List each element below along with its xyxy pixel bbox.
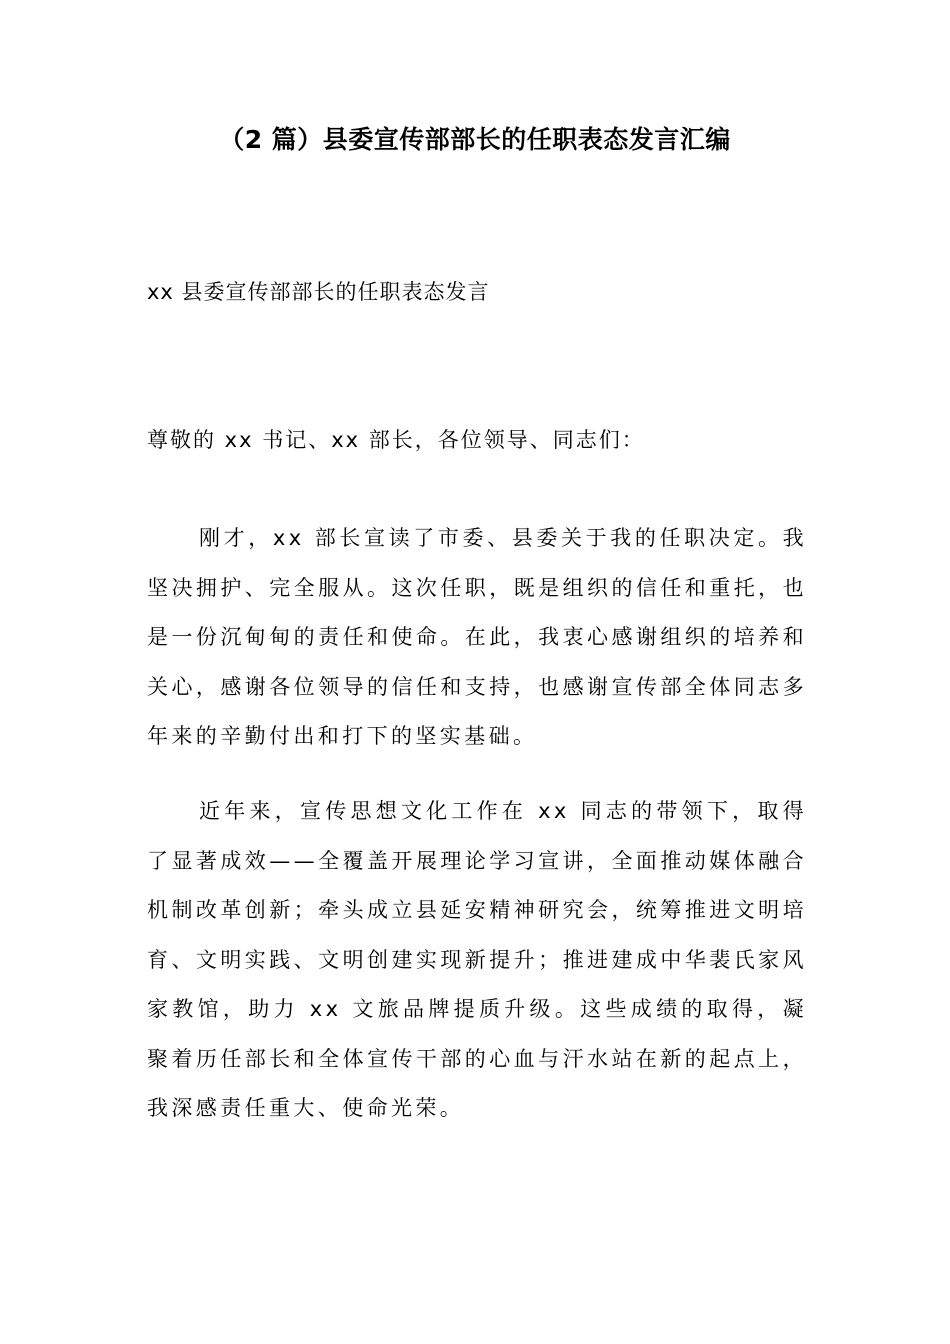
- body-paragraph: 刚才，xx 部长宣读了市委、县委关于我的任职决定。我坚决拥护、完全服从。这次任职，既是组织的信任和重托，也是一份沉甸甸的责任和使命。在此，我衷心感谢组织的培养和关心，感谢各位领导的信任和支持，也感谢宣传部全体同志多年来的辛勤付出和打下的坚实基础。: [147, 526, 807, 748]
- body-paragraph: 近年来，宣传思想文化工作在 xx 同志的带领下，取得了显著成效——全覆盖开展理论学习宣讲，全面推动媒体融合机制改革创新；牵头成立县延安精神研究会，统筹推进文明培育、文明实践、文明创建实现新提升；推进建成中华裴氏家风家教馆，助力 xx 文旅品牌提质升级。这些成绩的取得，凝聚着历任部长和全体宣传干部的心血与汗水站在新的起点上，我深感责任重大、使命光荣。: [147, 799, 807, 1120]
- section-heading: xx 县委宣传部部长的任职表态发言: [147, 280, 490, 304]
- document-title: （2 篇）县委宣传部部长的任职表态发言汇编: [219, 125, 731, 154]
- salutation: 尊敬的 xx 书记、xx 部长，各位领导、同志们：: [147, 428, 645, 452]
